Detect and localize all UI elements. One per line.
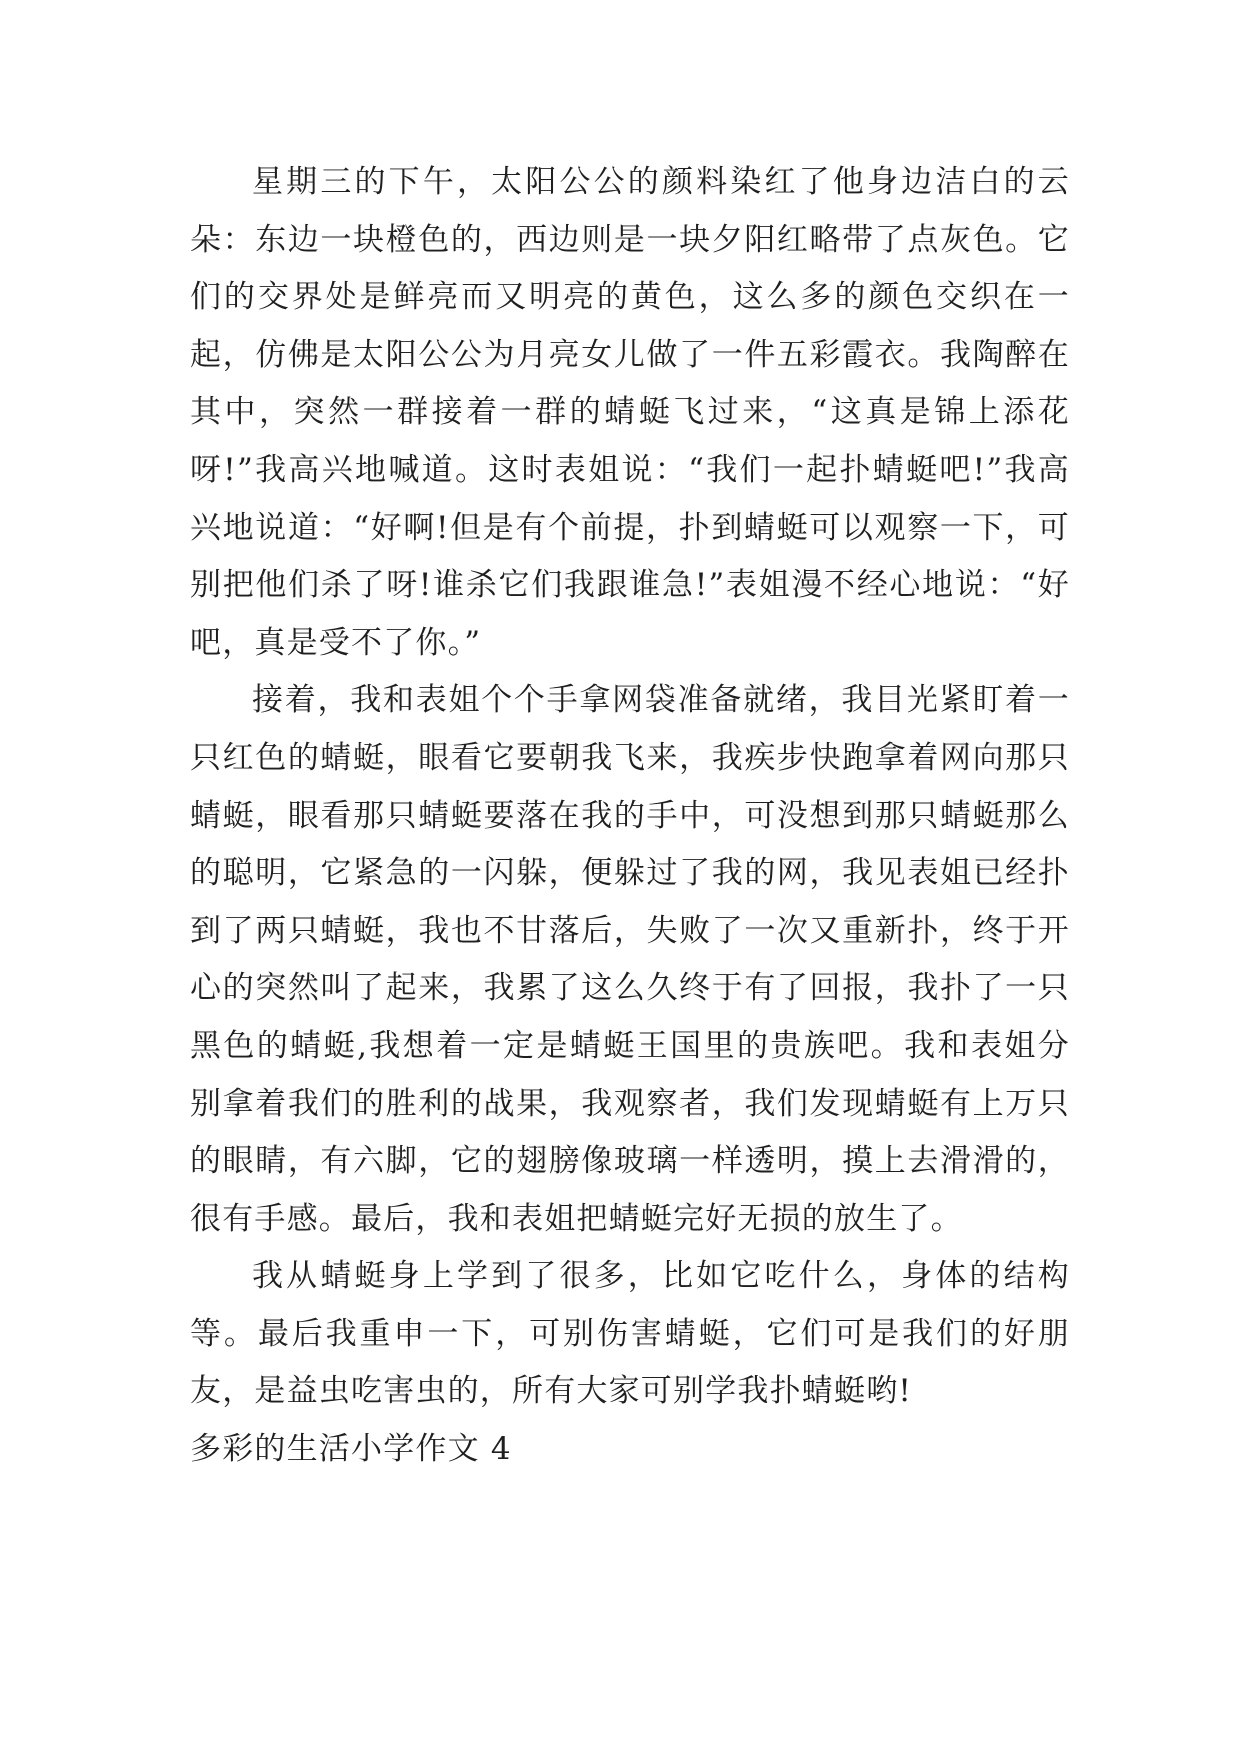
paragraph-1: 星期三的下午，太阳公公的颜料染红了他身边洁白的云朵：东边一块橙色的，西边则是一块夕阳红略带了点灰色。它们的交界处是鲜亮而又明亮的黄色，这么多的颜色交织在一起，仿佛是太阳公公为月亮女儿做了一件五彩霞衣。我陶醉在其中，突然一群接着一群的蜻蜓飞过来，“这真是锦上添花呀!”我高兴地喊道。这时表姐说：“我们一起扑蜻蜓吧!”我高兴地说道：“好啊!但是有个前提，扑到蜻蜓可以观察一下，可别把他们杀了呀!谁杀它们我跟谁急!”表姐漫不经心地说：“好吧，真是受不了你。” xyxy=(190,164,1070,661)
paragraph-2: 接着，我和表姐个个手拿网袋准备就绪，我目光紧盯着一只红色的蜻蜓，眼看它要朝我飞来，我疾步快跑拿着网向那只蜻蜓，眼看那只蜻蜓要落在我的手中，可没想到那只蜻蜓那么的聪明，它紧急的一闪躲，便躲过了我的网，我见表姐已经扑到了两只蜻蜓，我也不甘落后，失败了一次又重新扑，终于开心的突然叫了起来，我累了这么久终于有了回报，我扑了一只黑色的蜻蜓,我想着一定是蜻蜓王国里的贵族吧。我和表姐分别拿着我们的胜利的战果，我观察者，我们发现蜻蜓有上万只的眼睛，有六脚，它的翅膀像玻璃一样透明，摸上去滑滑的，很有手感。最后，我和表姐把蜻蜓完好无损的放生了。 xyxy=(190,682,1070,1237)
paragraph-3: 我从蜻蜓身上学到了很多，比如它吃什么，身体的结构等。最后我重申一下，可别伤害蜻蜓，它们可是我们的好朋友，是益虫吃害虫的，所有大家可别学我扑蜻蜓哟! xyxy=(190,1258,1070,1410)
essay-heading: 多彩的生活小学作文 4 xyxy=(190,1431,512,1468)
document-body xyxy=(190,154,1070,1479)
